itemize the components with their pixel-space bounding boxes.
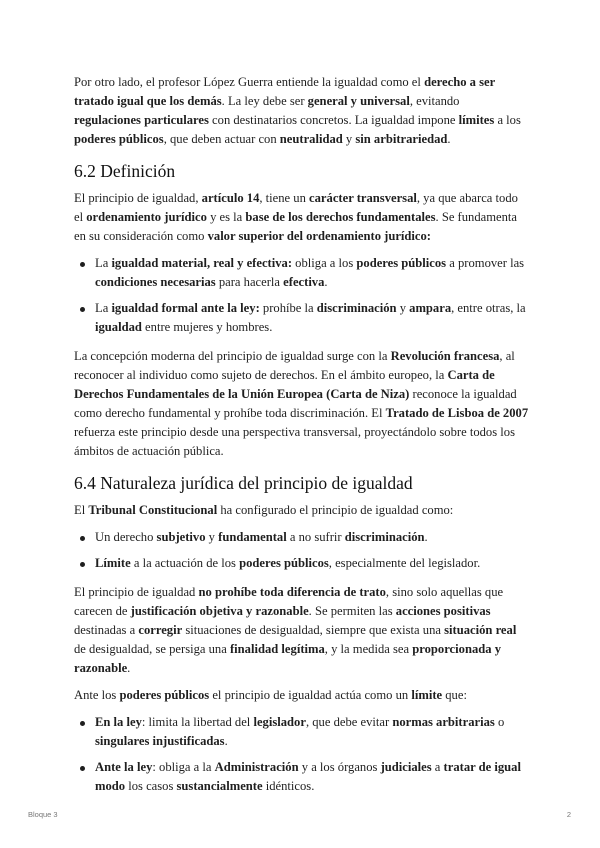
bold-text: proporcionada y razonable bbox=[74, 642, 501, 675]
tribunal-paragraph: El Tribunal Constitucional ha configurado el principio de igualdad como: bbox=[74, 503, 454, 517]
bold-text: no prohíbe toda diferencia de trato bbox=[198, 585, 386, 599]
definicion-paragraph: El principio de igualdad, artículo 14, tiene un carácter transversal, ya que abarca todo el ordenamiento jurídico y es la base de los derechos fundamentales. Se fundamenta en su consideración como valor superior del ordenamiento jurídico: bbox=[74, 191, 518, 243]
definicion-bullet-list bbox=[74, 254, 529, 337]
document-page bbox=[74, 73, 529, 806]
bold-text: condiciones necesarias bbox=[95, 275, 216, 289]
bullet-dot-icon bbox=[80, 307, 85, 312]
intro-paragraph: Por otro lado, el profesor López Guerra entiende la igualdad como el derecho a ser tratado igual que los demás. La ley debe ser general y universal, evitando regulaciones particulares con destinatarios concretos. La igualdad impone límites a los poderes públicos, que deben actuar con neutralidad y sin arbitrariedad. bbox=[74, 75, 521, 146]
bold-text: discriminación bbox=[344, 530, 425, 544]
page-number: 2 bbox=[566, 810, 571, 819]
bold-text: derecho a ser tratado igual que los demás bbox=[74, 75, 495, 108]
section-heading-naturaleza: 6.4 Naturaleza jurídica del principio de igualdad bbox=[74, 473, 413, 493]
section-heading-definicion: 6.2 Definición bbox=[74, 161, 176, 181]
limite-bullet-list bbox=[74, 713, 529, 796]
naturaleza-bullet-list bbox=[74, 528, 529, 573]
bold-text: Límite bbox=[95, 556, 131, 570]
bold-text: poderes públicos bbox=[74, 132, 164, 146]
bold-text: finalidad legítima bbox=[229, 642, 325, 656]
bold-text: poderes públicos bbox=[239, 556, 329, 570]
bold-text: artículo 14 bbox=[201, 191, 260, 205]
bold-text: fundamental bbox=[218, 530, 287, 544]
list-item: Límite a la actuación de los poderes públicos, especialmente del legislador. bbox=[74, 554, 529, 573]
bold-text: general y universal bbox=[307, 94, 410, 108]
bold-text: límite bbox=[411, 688, 443, 702]
bold-text: Administración bbox=[214, 760, 299, 774]
bold-text: sustancialmente bbox=[176, 779, 263, 793]
bold-text: regulaciones particulares bbox=[74, 113, 209, 127]
bold-text: corregir bbox=[138, 623, 183, 637]
historia-paragraph: La concepción moderna del principio de igualdad surge con la Revolución francesa, al reconocer al individuo como sujeto de derechos. En el ámbito europeo, la Carta de Derechos Fundamentales de la Unión Europea (Carta de Niza) reconoce la igualdad como derecho fundamental y prohíbe toda discriminación. El Tratado de Lisboa de 2007 refuerza este principio desde una perspectiva transversal, proyectándolo sobre todos los ámbitos de actuación pública. bbox=[74, 349, 529, 458]
bold-text: acciones positivas bbox=[395, 604, 491, 618]
bold-text: ampara bbox=[409, 301, 452, 315]
bold-text: Tratado de Lisboa de 2007 bbox=[385, 406, 529, 420]
bold-text: judiciales bbox=[380, 760, 432, 774]
bold-text: Revolución francesa bbox=[390, 349, 500, 363]
footer-left-label: Bloque 3 bbox=[28, 810, 58, 819]
bold-text: Carta de Derechos Fundamentales de la Unión Europea (Carta de Niza) bbox=[74, 368, 495, 401]
bullet-dot-icon bbox=[80, 766, 85, 771]
bold-text: igualdad formal ante la ley: bbox=[111, 301, 260, 315]
bold-text: normas arbitrarias bbox=[392, 715, 495, 729]
bold-text: carácter transversal bbox=[309, 191, 417, 205]
bold-text: igualdad bbox=[95, 320, 142, 334]
bold-text: Tribunal Constitucional bbox=[88, 503, 218, 517]
bold-text: ordenamiento jurídico bbox=[86, 210, 207, 224]
bold-text: Ante la ley bbox=[95, 760, 153, 774]
bold-text: sin arbitrariedad bbox=[355, 132, 448, 146]
bold-text: singulares injustificadas bbox=[95, 734, 225, 748]
bold-text: En la ley bbox=[95, 715, 142, 729]
limite-paragraph: Ante los poderes públicos el principio de igualdad actúa como un límite que: bbox=[74, 688, 467, 702]
bullet-dot-icon bbox=[80, 536, 85, 541]
bold-text: subjetivo bbox=[156, 530, 206, 544]
bold-text: situación real bbox=[444, 623, 517, 637]
bold-text: base de los derechos fundamentales bbox=[245, 210, 436, 224]
bold-text: neutralidad bbox=[279, 132, 343, 146]
bold-text: poderes públicos bbox=[356, 256, 447, 270]
bullet-dot-icon bbox=[80, 721, 85, 726]
diferencia-trato-paragraph: El principio de igualdad no prohíbe toda diferencia de trato, sino solo aquellas que carecen de justificación objetiva y razonable. Se permiten las acciones positivas destinadas a corregir situaciones de desigualdad, siempre que exista una situación real de desigualdad, se persiga una finalidad legítima, y la medida sea proporcionada y razonable. bbox=[74, 585, 517, 675]
bold-text: efectiva bbox=[283, 275, 325, 289]
list-item: La igualdad formal ante la ley: prohíbe la discriminación y ampara, entre otras, la igualdad entre mujeres y hombres. bbox=[74, 299, 529, 337]
list-item: Ante la ley: obliga a la Administración y a los órganos judiciales a tratar de igual modo los casos sustancialmente idénticos. bbox=[74, 758, 529, 796]
bullet-dot-icon bbox=[80, 562, 85, 567]
bold-text: igualdad material, real y efectiva: bbox=[111, 256, 293, 270]
bold-text: poderes públicos bbox=[119, 688, 210, 702]
list-item: La igualdad material, real y efectiva: obliga a los poderes públicos a promover las condiciones necesarias para hacerla efectiva. bbox=[74, 254, 529, 292]
bold-text: límites bbox=[458, 113, 495, 127]
list-item: En la ley: limita la libertad del legislador, que debe evitar normas arbitrarias o singulares injustificadas. bbox=[74, 713, 529, 751]
bold-text: legislador bbox=[253, 715, 306, 729]
bold-text: tratar de igual modo bbox=[95, 760, 521, 793]
list-item: Un derecho subjetivo y fundamental a no sufrir discriminación. bbox=[74, 528, 529, 547]
bullet-dot-icon bbox=[80, 262, 85, 267]
bold-text: discriminación bbox=[316, 301, 397, 315]
bold-text: justificación objetiva y razonable bbox=[130, 604, 309, 618]
bold-text: valor superior del ordenamiento jurídico: bbox=[207, 229, 432, 243]
